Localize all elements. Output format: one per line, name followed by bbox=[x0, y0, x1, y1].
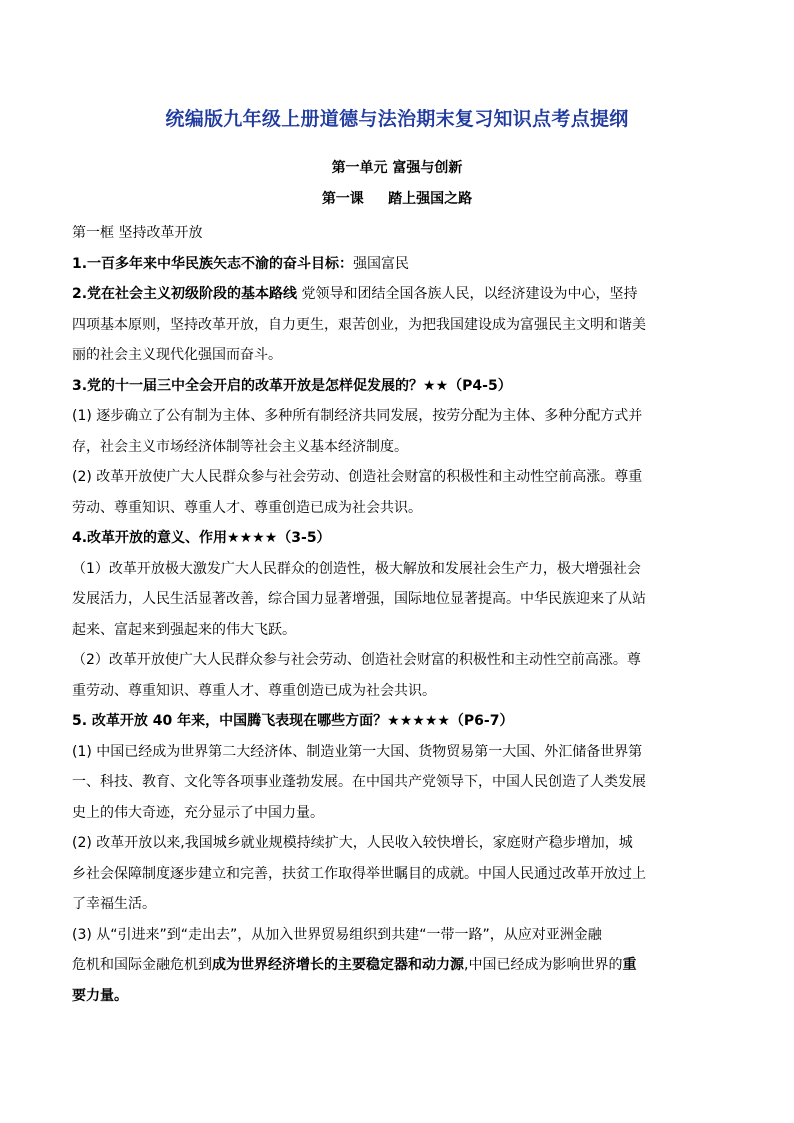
text-line bbox=[72, 706, 724, 737]
bold-text: 3.党的十一届三中全会开启的改革开放是怎样促发展的？★★（P4-5） bbox=[72, 377, 512, 394]
text-segment: 发展活力，人民生活显著改善，综合国力显著增强，国际地位显著提高。中华民族迎来了从站 bbox=[72, 591, 646, 607]
text-line bbox=[72, 859, 724, 890]
text-segment: (3) 从“引进来”到“走出去”，从加入世界贸易组织到共建“一带一路”，从应对亚洲金融 bbox=[72, 926, 602, 943]
text-line bbox=[72, 981, 724, 1012]
text-segment: 党领导和团结全国各族人民，以经济建设为中心，坚持 bbox=[297, 286, 638, 302]
text-segment: (1) 逐步确立了公有制为主体、多种所有制经济共同发展，按劳分配为主体、多种分配方式并 bbox=[72, 408, 643, 424]
text-segment: 了幸福生活。 bbox=[72, 896, 156, 912]
text-segment: ,中国已经成为影响世界的 bbox=[464, 957, 623, 973]
text-line bbox=[72, 493, 724, 524]
text-segment: (2) 改革开放使广大人民群众参与社会劳动、创造社会财富的积极性和主动性空前高涨。尊重 bbox=[72, 469, 643, 485]
text-segment: (1) 中国已经成为世界第二大经济体、制造业第一大国、货物贸易第一大国、外汇储备世界第 bbox=[72, 743, 643, 760]
text-line bbox=[72, 340, 724, 371]
text-line bbox=[72, 920, 724, 951]
text-line bbox=[72, 767, 724, 798]
lesson-heading: 第一课 踏上强国之路 bbox=[321, 191, 473, 207]
section-heading: 第一框 坚持改革开放 bbox=[72, 225, 203, 241]
text-line bbox=[72, 371, 724, 402]
text-line bbox=[72, 523, 724, 554]
text-segment: 乡社会保障制度逐步建立和完善，扶贫工作取得举世瞩目的成就。中国人民通过改革开放过上 bbox=[72, 865, 646, 882]
text-line bbox=[72, 249, 724, 280]
text-line bbox=[72, 828, 724, 859]
document-body bbox=[72, 218, 724, 1011]
text-segment: 一、科技、教育、文化等各项事业蓬勃发展。在中国共产党领导下，中国人民创造了人类发展 bbox=[72, 774, 646, 790]
text-segment: 存，社会主义市场经济体制等社会主义基本经济制度。 bbox=[72, 438, 408, 455]
text-line bbox=[72, 401, 724, 432]
text-line bbox=[72, 310, 724, 341]
text-line bbox=[72, 737, 724, 768]
text-segment: 四项基本原则，坚持改革开放，自力更生，艰苦创业，为把我国建设成为富强民主文明和谐美 bbox=[72, 316, 646, 333]
bold-text: 2.党在社会主义初级阶段的基本路线 bbox=[72, 286, 298, 302]
text-line bbox=[72, 432, 724, 463]
text-line bbox=[72, 554, 724, 585]
text-line bbox=[72, 950, 724, 981]
text-line bbox=[72, 462, 724, 493]
text-line bbox=[72, 584, 724, 615]
text-segment: 丽的社会主义现代化强国而奋斗。 bbox=[72, 347, 282, 363]
text-line bbox=[72, 615, 724, 646]
bold-text: 1.一百多年来中华民族矢志不渝的奋斗目标： bbox=[72, 255, 354, 272]
document-title: 统编版九年级上册道德与法治期末复习知识点考点提纲 bbox=[165, 108, 629, 130]
text-line bbox=[72, 645, 724, 676]
text-segment: 劳动、尊重知识、尊重人才、尊重创造已成为社会共识。 bbox=[72, 499, 422, 516]
text-segment: 起来、富起来到强起来的伟大飞跃。 bbox=[72, 621, 296, 638]
bold-text: 5. 改革开放 40 年来，中国腾飞表现在哪些方面？★★★★★（P6-7） bbox=[72, 713, 514, 729]
text-segment: 危机和国际金融危机到 bbox=[72, 957, 212, 973]
bold-text: 重 bbox=[622, 957, 637, 973]
text-line bbox=[72, 676, 724, 707]
unit-heading: 第一单元 富强与创新 bbox=[331, 160, 463, 176]
text-line bbox=[72, 889, 724, 920]
text-segment: 强国富民 bbox=[353, 255, 410, 272]
bold-text: 4.改革开放的意义、作用★★★★（3-5） bbox=[72, 530, 331, 546]
bold-text: 成为世界经济增长的主要稳定器和动力源 bbox=[212, 957, 464, 973]
text-segment: （2）改革开放使广大人民群众参与社会劳动、创造社会财富的积极性和主动性空前高涨。尊 bbox=[72, 652, 641, 668]
text-segment: (2) 改革开放以来,我国城乡就业规模持续扩大，人民收入较快增长，家庭财产稳步增加，城 bbox=[72, 835, 633, 851]
text-segment: 史上的伟大奇迹，充分显示了中国力量。 bbox=[72, 804, 324, 821]
bold-text: 要力量。 bbox=[72, 987, 128, 1004]
text-segment: 重劳动、尊重知识、尊重人才、尊重创造已成为社会共识。 bbox=[72, 682, 436, 699]
text-line bbox=[72, 279, 724, 310]
text-line bbox=[72, 798, 724, 829]
text-segment: （1）改革开放极大激发广大人民群众的创造性，极大解放和发展社会生产力，极大增强社会 bbox=[72, 560, 641, 577]
